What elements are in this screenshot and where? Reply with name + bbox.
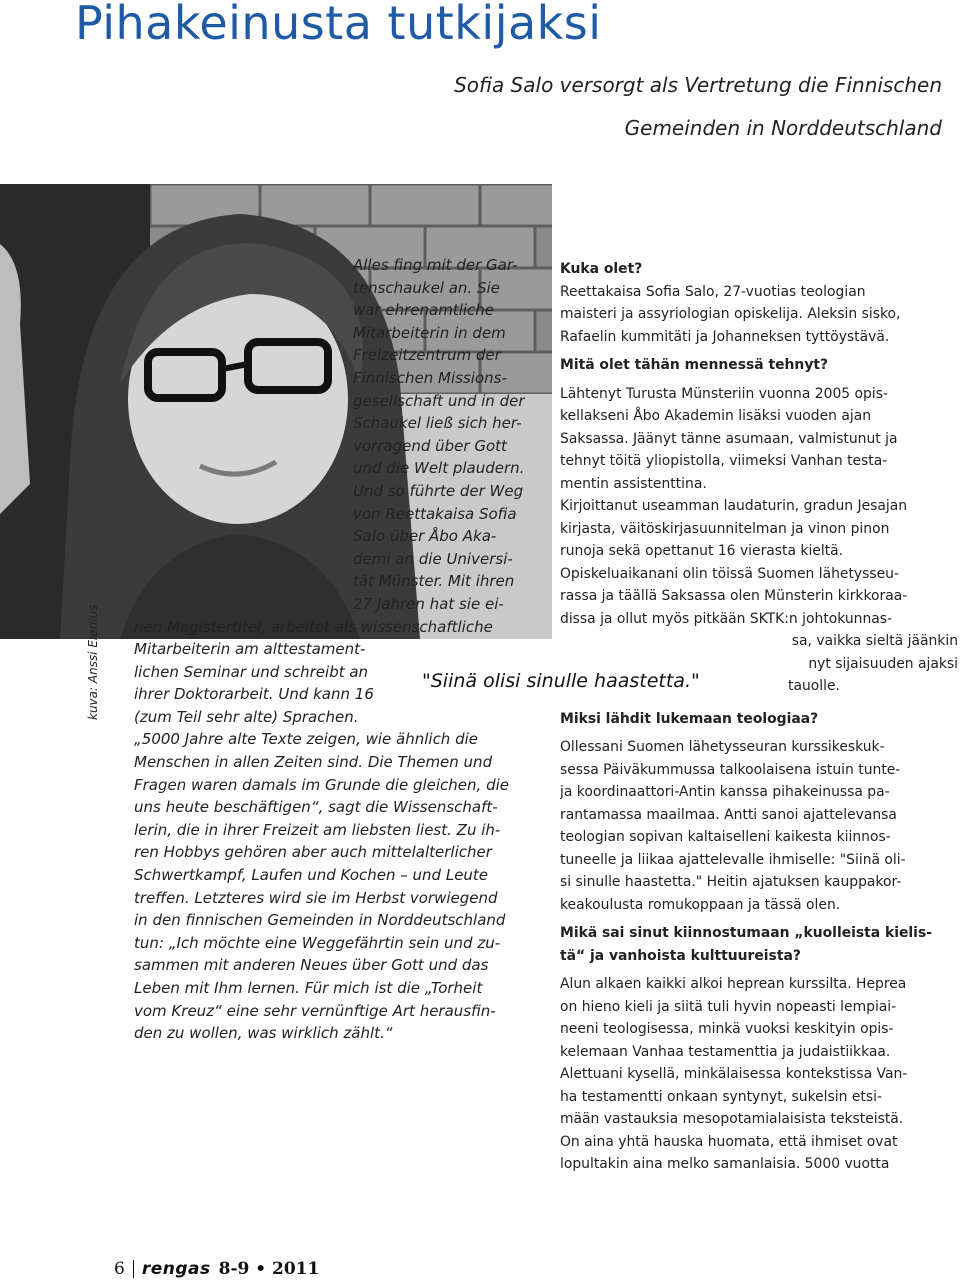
german-text-line: Freizeitzentrum der — [353, 346, 501, 365]
interview-answer-line: tehnyt töitä yliopistolla, viimeksi Vanhan testa- — [560, 453, 888, 469]
article-subtitle-line-2: Gemeinden in Norddeutschland — [624, 116, 942, 140]
german-text-line: vorragend über Gott — [353, 436, 507, 455]
interview-question: Kuka olet? — [560, 261, 643, 277]
magazine-logo: rengas — [141, 1259, 211, 1279]
german-text-line: Fragen waren damals im Grunde die gleichen, die — [134, 775, 509, 794]
interview-answer-line: Alun alkaen kaikki alkoi heprean kurssilta. Heprea — [560, 976, 907, 992]
page-number: 6 — [114, 1259, 125, 1279]
interview-answer-line: tauolle. — [788, 678, 840, 694]
german-text-line: uns heute beschäftigen“, sagt die Wissenschaft- — [134, 798, 498, 817]
german-text-line: Menschen in allen Zeiten sind. Die Themen und — [134, 753, 493, 772]
german-text-line: demi an die Universi- — [353, 549, 513, 568]
german-text-line: nen Magistertitel, arbeitet als wissenschaftliche — [134, 617, 493, 636]
german-text-line: war ehrenamtliche — [353, 301, 495, 320]
interview-answer-line: Alettuani kysellä, minkälaisessa kontekstissa Van- — [560, 1066, 908, 1082]
photo-credit: kuva: Anssi Elenius — [86, 604, 100, 720]
german-text-line: in den finnischen Gemeinden in Norddeutschland — [134, 911, 506, 930]
interview-answer-line: dissa ja ollut myös pitkään SKTK:n johtokunnas- — [560, 610, 893, 627]
german-text-line: vom Kreuz“ eine sehr vernünftige Art herausfin- — [134, 1001, 496, 1020]
interview-question: Mitä olet tähän mennessä tehnyt? — [560, 357, 829, 373]
interview-answer-line: neeni teologisessa, minkä vuoksi keskityin opis- — [560, 1021, 894, 1037]
german-text-line: Finnischen Missions- — [353, 368, 507, 387]
german-text-line: 27 Jahren hat sie ei- — [353, 594, 504, 613]
interview-answer-line: Reettakaisa Sofia Salo, 27-vuotias teologian — [560, 283, 866, 300]
german-text-line: treffen. Letzteres wird sie im Herbst vorwiegend — [134, 888, 498, 907]
german-text-line: lichen Seminar und schreibt an — [134, 662, 369, 681]
interview-answer-line: nyt sijaisuuden ajaksi — [808, 655, 958, 672]
german-text-line: den zu wollen, was wirklich zählt.“ — [134, 1024, 393, 1043]
interview-answer-line: on hieno kieli ja siitä tuli hyvin nopeasti lempiai- — [560, 998, 897, 1015]
page-footer — [114, 1259, 319, 1279]
german-text-line: Mitarbeiterin in dem — [353, 323, 506, 342]
german-text-line: Leben mit Ihm lernen. Für mich ist die „Torheit — [134, 979, 483, 997]
interview-answer-line: sessa Päiväkummussa talkoolaisena istuin tunte- — [560, 761, 901, 778]
german-text-line: von Reettakaisa Sofia — [353, 504, 517, 523]
interview-answer-line: rassa ja täällä Saksassa olen Münsterin kirkkoraa- — [560, 588, 908, 604]
interview-answer-line: sa, vaikka sieltä jäänkin — [791, 633, 958, 649]
german-summary-column — [134, 254, 534, 1045]
interview-answer-line: ha testamentti onkaan syntynyt, sukelsin etsi- — [560, 1088, 882, 1105]
german-text-line: Alles fing mit der Gar- — [353, 256, 518, 274]
interview-answer-line: si sinulle haastetta." Heitin ajatuksen kauppakor- — [560, 874, 902, 890]
interview-answer-line: Saksassa. Jäänyt tänne asumaan, valmistunut ja — [560, 430, 898, 447]
german-text-line: tun: „Ich möchte eine Weggefährtin sein und zu- — [134, 933, 501, 952]
article-title: Pihakeinusta tutkijaksi — [75, 0, 602, 50]
german-text-line: gesellschaft und in der — [353, 391, 525, 410]
interview-answer-line: Opiskeluaikanani olin töissä Suomen lähetysseu- — [560, 565, 899, 582]
interview-answer-line: runoja sekä opettanut 16 vierasta kieltä. — [560, 543, 844, 559]
interview-answer-line: lopultakin aina melko samanlaisia. 5000 vuotta — [560, 1156, 890, 1172]
interview-answer-line: kirjasta, väitöskirjasuunnitelman ja vinon pinon — [560, 520, 890, 537]
interview-question: tä“ ja vanhoista kulttuureista? — [560, 947, 801, 964]
article-subtitle-line-1: Sofia Salo versorgt als Vertretung die Finnischen — [454, 73, 942, 97]
interview-answer-line: keakoulusta romukoppaan ja tässä olen. — [560, 896, 841, 913]
interview-answer-line: rantamassa maailmaa. Antti sanoi ajattelevansa — [560, 806, 897, 823]
german-text-line: ihrer Doktorarbeit. Und kann 16 — [134, 685, 374, 704]
interview-answer-line: teologian sopivan kaltaiselleni kaikesta kiinnos- — [560, 829, 891, 845]
german-text-line: ren Hobbys gehören aber auch mittelalterlicher — [134, 843, 492, 862]
german-text-line: Mitarbeiterin am alttestament- — [134, 640, 366, 659]
interview-answer-line: On aina yhtä hauska huomata, että ihmiset ovat — [560, 1133, 898, 1150]
interview-answer-line: mään vastauksia mesopotamialaisista teksteistä. — [560, 1111, 904, 1127]
german-text-line: und die Welt plaudern. — [353, 459, 525, 478]
interview-question: Miksi lähdit lukemaan teologiaa? — [560, 710, 819, 727]
german-text-line: Schwertkampf, Laufen und Kochen – und Leute — [134, 866, 489, 885]
german-text-line: Und so führte der Weg — [353, 481, 524, 500]
interview-answer-line: kellakseni Åbo Akademin lisäksi vuoden ajan — [560, 408, 872, 424]
german-text-line: tenschaukel an. Sie — [353, 278, 500, 297]
interview-answer-line: Lähtenyt Turusta Münsteriin vuonna 2005 opis- — [560, 385, 888, 402]
german-text-line: sammen mit anderen Neues über Gott und das — [134, 956, 489, 975]
german-text-line: (zum Teil sehr alte) Sprachen. — [134, 707, 359, 726]
interview-answer-line: kelemaan Vanhaa testamenttia ja judaistiikkaa. — [560, 1043, 891, 1060]
pull-quote: "Siinä olisi sinulle haastetta." — [422, 670, 700, 692]
interview-answer-line: Rafaelin kummitäti ja Johanneksen tyttöystävä. — [560, 328, 890, 345]
issue-number: 8-9 • 2011 — [218, 1259, 320, 1279]
interview-answer-line: tuneelle ja liikaa ajattelevalle ihmiselle: "Siinä oli- — [560, 851, 906, 868]
german-text-line: Salo über Åbo Aka- — [353, 527, 497, 546]
german-text-line: Schaukel ließ sich her- — [353, 414, 522, 433]
interview-answer-line: maisteri ja assyriologian opiskelija. Aleksin sisko, — [560, 306, 901, 322]
german-text-line: tät Münster. Mit ihren — [353, 572, 515, 591]
german-text-line: „5000 Jahre alte Texte zeigen, wie ähnlich die — [134, 730, 479, 749]
finnish-interview-column — [560, 258, 958, 1176]
interview-question: Mikä sai sinut kiinnostumaan „kuolleista kielis- — [560, 925, 932, 941]
interview-answer-line: Ollessani Suomen lähetysseuran kurssikeskuk- — [560, 739, 885, 755]
german-text-line: lerin, die in ihrer Freizeit am liebsten liest. Zu ih- — [134, 820, 501, 839]
interview-answer-line: mentin assistenttina. — [560, 475, 707, 492]
interview-answer-line: Kirjoittanut useamman laudaturin, gradun Jesajan — [560, 498, 908, 514]
interview-answer-line: ja koordinaattori-Antin kanssa pihakeinussa pa- — [560, 784, 890, 800]
footer-divider — [133, 1260, 134, 1278]
